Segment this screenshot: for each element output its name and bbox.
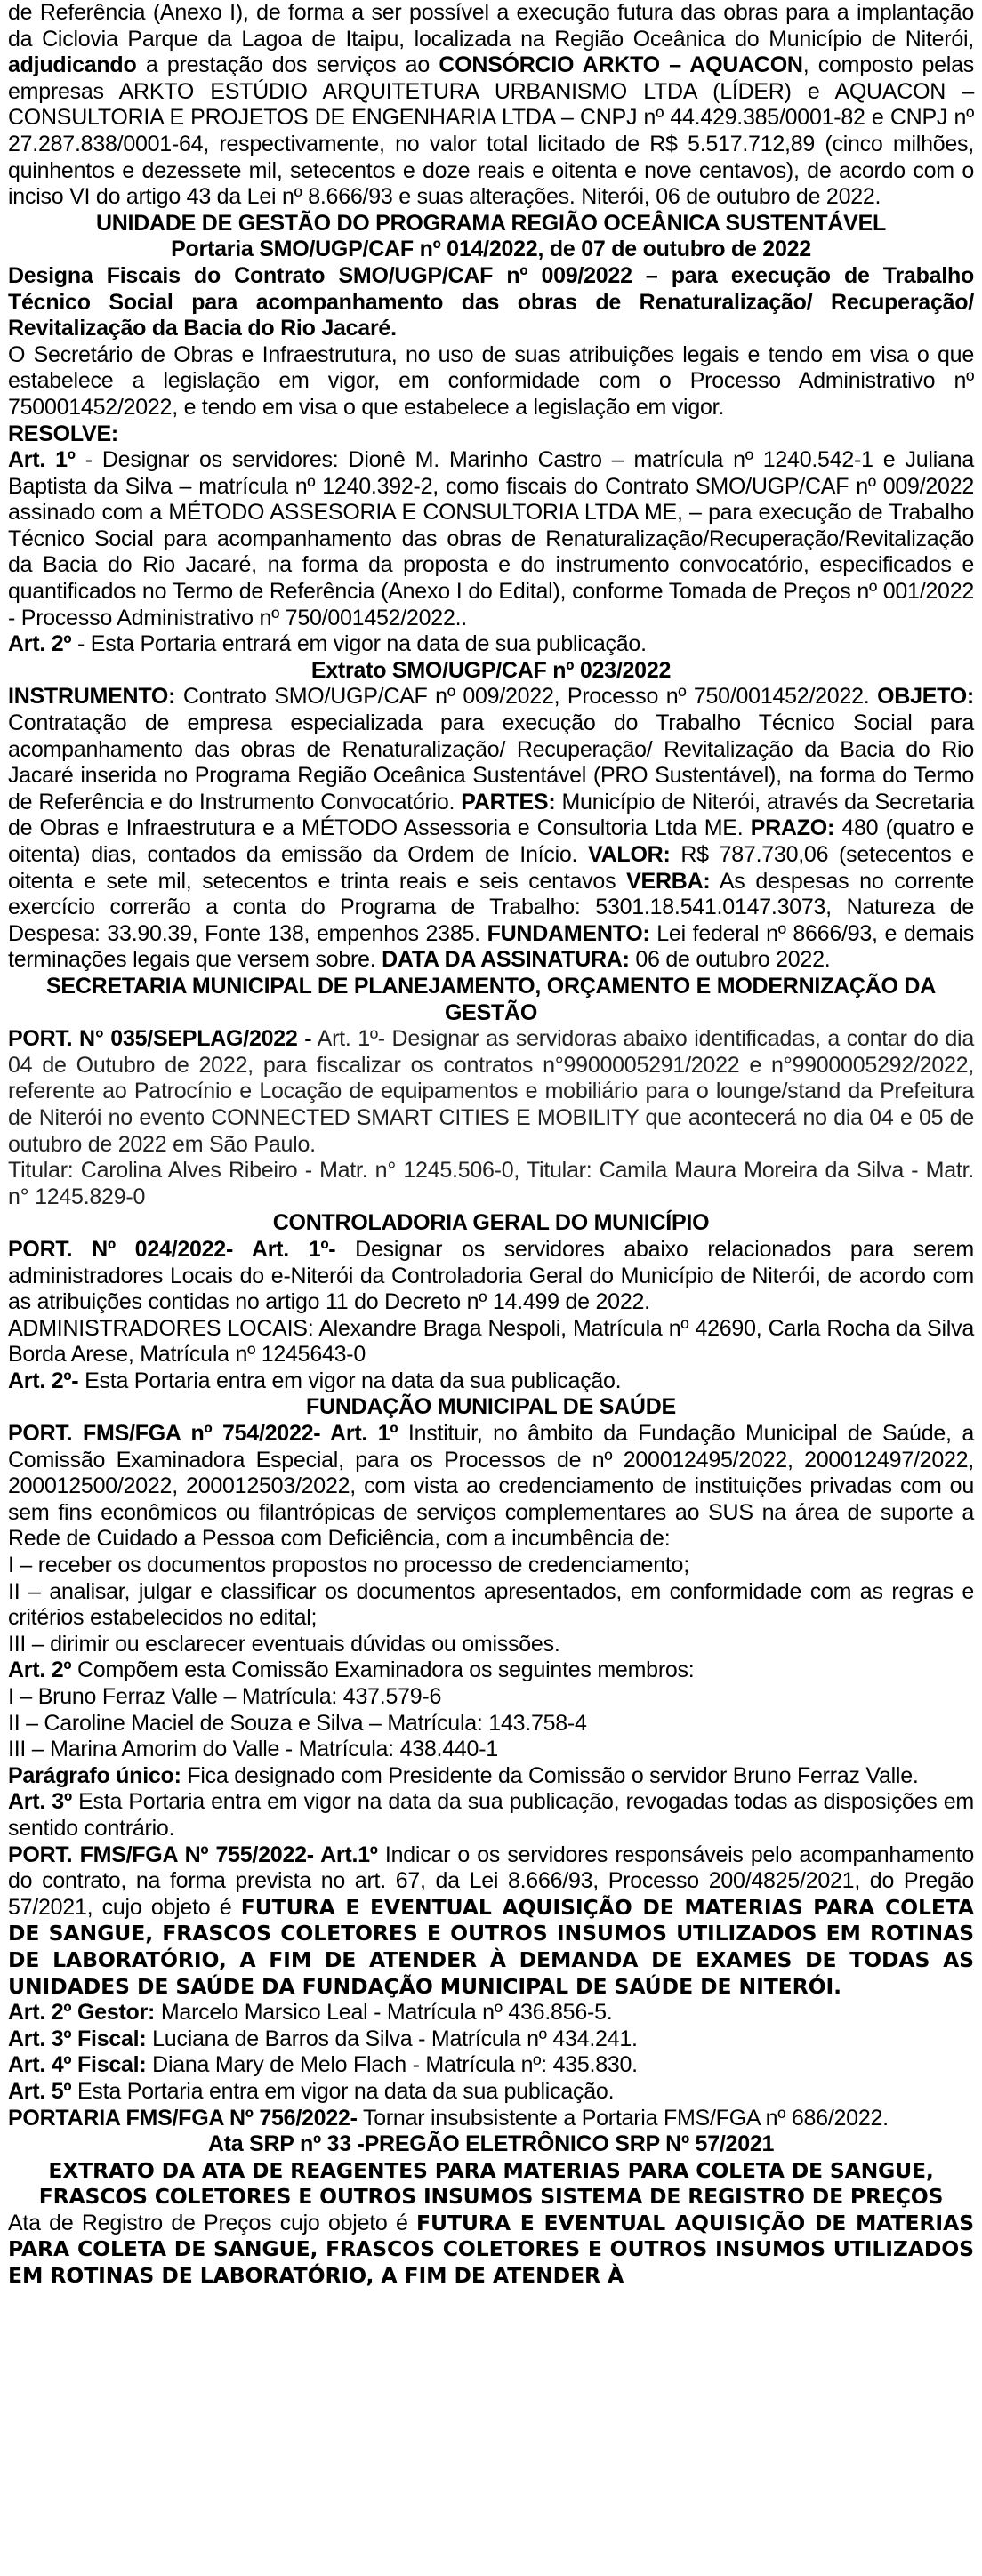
text-paragraph: PORT. N° 035/SEPLAG/2022 - Art. 1º- Designar as servidoras abaixo identificadas, a contar do dia 04 de Outubro de 2022, para fiscalizar os contratos n°9900005291/2022 e n°9900005292/2022, referente ao Patrocínio e Locação de equipamentos e mobiliário para o lounge/stand da Prefeitura de Niterói no evento CONNECTED SMART CITIES E MOBILITY que acontecerá no dia 04 e 05 de outubro de 2022 em São Paulo. — [8, 1026, 974, 1157]
text-paragraph: de Referência (Anexo I), de forma a ser possível a execução futura das obras para a implantação da Ciclovia Parque da Lagoa de Itaipu, localizada na Região Oceânica do Município de Niterói, adjudicando a prestação dos serviços ao CONSÓRCIO ARKTO – AQUACON, composto pelas empresas ARKTO ESTÚDIO ARQUITETURA URBANISMO LTDA (LÍDER) e AQUACON – CONSULTORIA E PROJETOS DE ENGENHARIA LTDA – CNPJ nº 44.429.385/0001-82 e CNPJ nº 27.287.838/0001-64, respectivamente, no valor total licitado de R$ 5.517.712,89 (cinco milhões, quinhentos e dezessete mil, setecentos e doze reais e oitenta e nove centavos), de acordo com o inciso VI do artigo 43 da Lei nº 8.666/93 e suas alterações. Niterói, 06 de outubro de 2022. — [8, 0, 974, 210]
text-paragraph: RESOLVE: — [8, 421, 118, 446]
text-paragraph: Art. 1º - Designar os servidores: Dionê M. Marinho Castro – matrícula nº 1240.542-1 e Juliana Baptista da Silva – matrícula nº 1240.392-2, como fiscais do Contrato SMO/UGP/CAF nº 009/2022 assinado com a MÉTODO ASSESORIA E CONSULTORIA LTDA ME, – para execução de Trabalho Técnico Social para acompanhamento das obras de Renaturalização/Recuperação/Revitalização da Bacia do Rio Jacaré, na forma da proposta e do instrumento convocatório, especificados e quantificados no Termo de Referência (Anexo I do Edital), conforme Tomada de Preços nº 001/2022 - Processo Administrativo nº 750/001452/2022.. — [8, 447, 974, 630]
text-paragraph: II – Caroline Maciel de Souza e Silva – Matrícula: 143.758-4 — [8, 1710, 587, 1736]
text-paragraph: Art. 3º Fiscal: Luciana de Barros da Silva - Matrícula nº 434.241. — [8, 2026, 638, 2051]
text-paragraph: Art. 5º Esta Portaria entra em vigor na data da sua publicação. — [8, 2078, 615, 2104]
section-heading: EXTRATO DA ATA DE REAGENTES PARA MATERIAS PARA COLETA DE SANGUE, FRASCOS COLETORES E OUTROS INSUMOS SISTEMA DE REGISTRO DE PREÇOS — [38, 2157, 944, 2210]
text-paragraph: INSTRUMENTO: Contrato SMO/UGP/CAF nº 009/2022, Processo nº 750/001452/2022. OBJETO: Contratação de empresa especializada para execução do Trabalho Técnico Social para acompanhamento das obras de Renaturalização/ Recuperação/ Revitalização da Bacia do Rio Jacaré inserida no Programa Região Oceânica Sustentável (PRO Sustentável), na forma do Termo de Referência e do Instrumento Convocatório. PARTES: Município de Niterói, através da Secretaria de Obras e Infraestrutura e a MÉTODO Assessoria e Consultoria Ltda ME. PRAZO: 480 (quatro e oitenta) dias, contados da emissão da Ordem de Início. VALOR: R$ 787.730,06 (setecentos e oitenta e sete mil, setecentos e trinta reais e seis centavos VERBA: As despesas no corrente exercício correrão a conta do Programa de Trabalho: 5301.18.541.0147.3073, Natureza de Despesa: 33.90.39, Fonte 138, empenhos 2385. FUNDAMENTO: Lei federal nº 8666/93, e demais terminações legais que versem sobre. DATA DA ASSINATURA: 06 de outubro 2022. — [8, 684, 974, 973]
text-paragraph: Art. 2º - Esta Portaria entrará em vigor na data de sua publicação. — [8, 631, 647, 657]
text-paragraph: I – receber os documentos propostos no processo de credenciamento; — [8, 1553, 689, 1578]
section-heading: Portaria SMO/UGP/CAF nº 014/2022, de 07 de outubro de 2022 — [171, 237, 811, 262]
text-paragraph: Art. 2º- Esta Portaria entra em vigor na data da sua publicação. — [8, 1368, 622, 1393]
text-paragraph: PORTARIA FMS/FGA Nº 756/2022- Tornar insubsistente a Portaria FMS/FGA nº 686/2022. — [8, 2105, 889, 2131]
section-heading: UNIDADE DE GESTÃO DO PROGRAMA REGIÃO OCEÂNICA SUSTENTÁVEL — [95, 210, 887, 236]
text-paragraph: Parágrafo único: Fica designado com Presidente da Comissão o servidor Bruno Ferraz Valle. — [8, 1762, 919, 1788]
text-paragraph: Art. 2º Gestor: Marcelo Marsico Leal - Matrícula nº 436.856-5. — [8, 2000, 613, 2026]
text-paragraph: PORT. FMS/FGA nº 754/2022- Art. 1º Instituir, no âmbito da Fundação Municipal de Saúde, a Comissão Examinadora Especial, para os Processos de nº 200012495/2022, 200012497/2022, 200012500/2022, 200012503/2022, com vista ao credenciamento de instituições privadas com ou sem fins econômicos ou filantrópicas de serviços complementares ao SUS na área de suporte a Rede de Cuidado a Pessoa com Deficiência, com a incumbência de: — [8, 1421, 974, 1552]
section-heading: Extrato SMO/UGP/CAF nº 023/2022 — [310, 657, 672, 683]
text-paragraph: PORT. Nº 024/2022- Art. 1º- Designar os servidores abaixo relacionados para serem administradores Locais do e-Niterói da Controladoria Geral do Município de Niterói, de acordo com as atribuições contidas no artigo 11 do Decreto nº 14.499 de 2022. — [8, 1236, 974, 1315]
section-heading: SECRETARIA MUNICIPAL DE PLANEJAMENTO, ORÇAMENTO E MODERNIZAÇÃO DA GESTÃO — [46, 973, 936, 1025]
text-paragraph: Ata de Registro de Preços cujo objeto é FUTURA E EVENTUAL AQUISIÇÃO DE MATERIAS PARA COLETA DE SANGUE, FRASCOS COLETORES E OUTROS INSUMOS UTILIZADOS EM ROTINAS DE LABORATÓRIO, A FIM DE ATENDER À — [8, 2210, 974, 2289]
text-paragraph: Art. 4º Fiscal: Diana Mary de Melo Flach - Matrícula nº: 435.830. — [8, 2052, 638, 2078]
text-paragraph: Art. 2º Compõem esta Comissão Examinadora os seguintes membros: — [8, 1657, 695, 1683]
text-paragraph: Art. 3º Esta Portaria entra em vigor na data da sua publicação, revogadas todas as disposições em sentido contrário. — [8, 1789, 974, 1841]
text-paragraph: Designa Fiscais do Contrato SMO/UGP/CAF nº 009/2022 – para execução de Trabalho Técnico Social para acompanhamento das obras de Renaturalização/ Recuperação/ Revitalização da Bacia do Rio Jacaré. — [8, 262, 974, 341]
text-paragraph: II – analisar, julgar e classificar os documentos apresentados, em conformidade com as regras e critérios estabelecidos no edital; — [8, 1578, 974, 1631]
section-heading: FUNDAÇÃO MUNICIPAL DE SAÚDE — [306, 1394, 676, 1420]
section-heading: CONTROLADORIA GERAL DO MUNICÍPIO — [272, 1210, 710, 1236]
text-paragraph: III – dirimir ou esclarecer eventuais dúvidas ou omissões. — [8, 1631, 560, 1657]
text-paragraph: ADMINISTRADORES LOCAIS: Alexandre Braga Nespoli, Matrícula nº 42690, Carla Rocha da Silva Borda Arese, Matrícula nº 1245643-0 — [8, 1315, 974, 1368]
text-paragraph: I – Bruno Ferraz Valle – Matrícula: 437.579-6 — [8, 1684, 442, 1709]
text-paragraph: Titular: Carolina Alves Ribeiro - Matr. n° 1245.506-0, Titular: Camila Maura Moreira da Silva - Matr. n° 1245.829-0 — [8, 1158, 974, 1209]
text-paragraph: III – Marina Amorim do Valle - Matrícula: 438.440-1 — [8, 1737, 498, 1762]
text-paragraph: PORT. FMS/FGA Nº 755/2022- Art.1º Indicar o os servidores responsáveis pelo acompanhamento do contrato, na forma prevista no art. 67, da Lei 8.666/93, Processo 200/4825/2021, do Pregão 57/2021, cujo objeto é FUTURA E EVENTUAL AQUISIÇÃO DE MATERIAS PARA COLETA DE SANGUE, FRASCOS COLETORES E OUTROS INSUMOS UTILIZADOS EM ROTINAS DE LABORATÓRIO, A FIM DE ATENDER À DEMANDA DE EXAMES DE TODAS AS UNIDADES DE SAÚDE DA FUNDAÇÃO MUNICIPAL DE SAÚDE DE NITERÓI. — [8, 1842, 975, 1999]
section-heading: Ata SRP nº 33 -PREGÃO ELETRÔNICO SRP Nº 57/2021 — [207, 2131, 775, 2157]
text-paragraph: O Secretário de Obras e Infraestrutura, no uso de suas atribuições legais e tendo em visa o que estabelece a legislação em vigor, em conformidade com o Processo Administrativo nº 750001452/2022, e tendo em visa o que estabelece a legislação em vigor. — [8, 341, 974, 420]
